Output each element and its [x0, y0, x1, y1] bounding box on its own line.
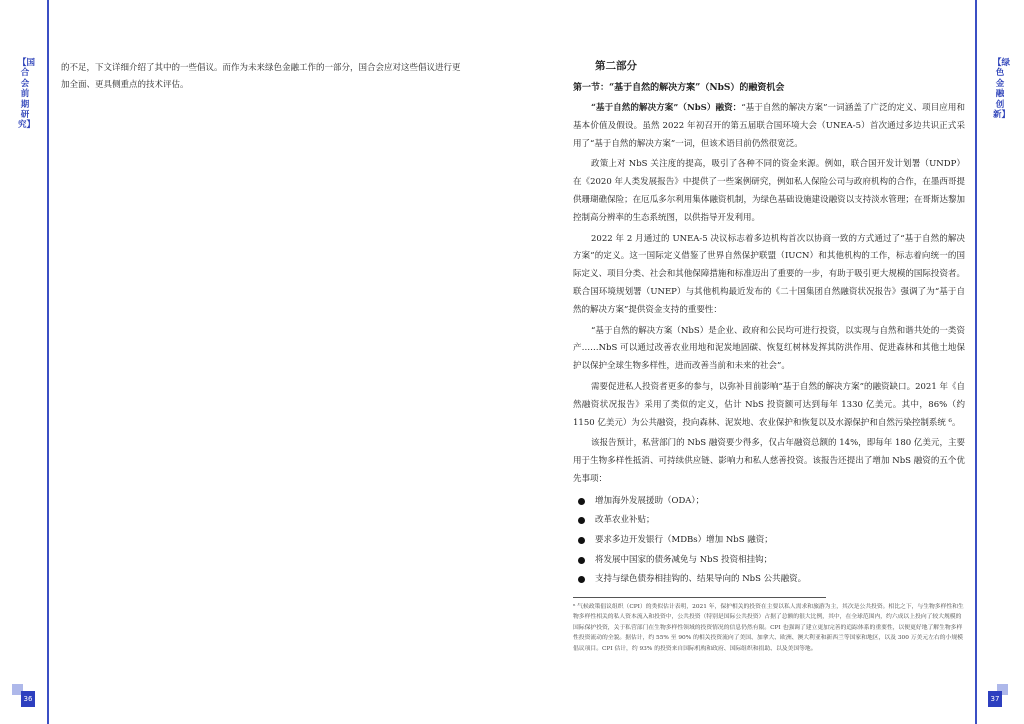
part-title: 第二部分 — [595, 60, 637, 72]
paragraph-quote: “基于自然的解决方案（NbS）是企业、政府和公民均可进行投资，以实现与自然和谐共处的一类资产……NbS 可以通过改善农业用地和泥炭地固碳、恢复红树林发挥其防洪作用、促进森林和其他土地保护以保护全球生物多样性，进而改善当前和未来的社会”。 — [573, 325, 965, 372]
paragraph-1-lead: “基于自然的解决方案”（NbS）融资： — [591, 103, 742, 113]
list-item-text: 要求多边开发银行（MDBs）增加 NbS 融资； — [595, 534, 773, 545]
footnote: ⁶ 气候政策倡议组织（CPI）的类似估计表明，2021 年，保护相关的投资在主要以私人需求和旅游为主，其次是公共投资。相比之下，与生物多样性和生物多样性相关的私人资本流入和投资中，公共投资（特别是国际公共投资）占据了总额的很大比例，其中，在全球范围内，约六成以上投向了较大规模的国际保护投资，关于私营部门在生物多样性领域的投资情况的信息仍然有限。CPI 也强调了建立更加完善的追踪体系的重要性，以便更好地了解生物多样性投资流动的全貌。据估计，约 55% 至 90% 的相关投资流向了美国、加拿大、欧洲、澳大利亚和新西兰等国家和地区，以及 300 万美元左右的小规模倡议项目。CPI 估计，约 93% 的投资来自国际机构和政府、国际组织和捐助、以及美国等地。 — [573, 604, 964, 652]
left-page-number: 36 — [21, 691, 35, 707]
section-title: 第一节：“基于自然的解决方案”（NbS）的融资机会 — [573, 83, 785, 93]
left-side-label: 【国合会前期研究】 — [18, 58, 36, 131]
paragraph-3: 2022 年 2 月通过的 UNEA-5 决议标志着多边机构首次以协商一致的方式通过了“基于自然的解决方案”的定义。这一国际定义借鉴了世界自然保护联盟（IUCN）和其他机构的工作，标志着向统一的国际定义、项目分类、社会和其他保障措施和标准迈出了重要的一步，有助于吸引更大规模的国际投资者。联合国环境规划署（UNEP）与其他机构最近发布的《二十国集团自然融资状况报告》强调了为“基于自然的解决方案”提供资金支持的重要性： — [573, 233, 965, 315]
list-item-text: 增加海外发展援助（ODA）； — [595, 495, 705, 506]
list-item — [573, 570, 965, 590]
left-page-text: 的不足，下文详细介绍了其中的一些倡议。而作为未来绿色金融工作的一部分，国合会应对这些倡议进行更加全面、更具侧重点的技术评估。 — [61, 63, 461, 90]
bullet-icon — [578, 498, 585, 505]
list-item — [573, 492, 965, 512]
list-item-text: 支持与绿色债券相挂钩的、结果导向的 NbS 公共融资。 — [595, 574, 807, 585]
right-page-number: 37 — [988, 691, 1002, 707]
paragraph-6: 该报告预计，私营部门的 NbS 融资要少得多，仅占年融资总额的 14%，即每年 180 亿美元，主要用于生物多样性抵消、可持续供应链、影响力和私人慈善投资。该报告还提出了增加 NbS 融资的五个优先事项： — [573, 438, 965, 484]
paragraph-1 — [573, 100, 965, 153]
list-item-text: 将发展中国家的债务减免与 NbS 投资相挂钩； — [595, 554, 773, 565]
paragraph-2: 政策上对 NbS 关注度的提高，吸引了各种不同的资金来源。例如，联合国开发计划署（UNDP）在《2020 年人类发展报告》中提供了一些案例研究，例如私人保险公司与政府机构的合作，在墨西哥提供珊瑚礁保险；在厄瓜多尔利用集体融资机制，为绿色基础设施建设融资以支持淡水管理；在哥斯达黎加控制高分辨率的生态系统图，以供指导开发利用。 — [573, 159, 965, 223]
priority-list — [573, 492, 965, 590]
bullet-icon — [578, 576, 585, 583]
right-page-body — [573, 58, 965, 590]
left-margin-rule — [47, 0, 49, 724]
list-item — [573, 511, 965, 531]
bullet-icon — [578, 537, 585, 544]
list-item — [573, 551, 965, 571]
paragraph-1-body: “基于自然的解决方案”一词涵盖了广泛的定义、项目应用和基本价值及假设。虽然 2022 年初召开的第五届联合国环境大会（UNEA-5）首次通过多边共识正式采用了“基于自然的解决方案”一词，但该术语目前仍然很宽泛。 — [573, 103, 965, 149]
list-item-text: 改革农业补贴； — [595, 515, 655, 526]
bullet-icon — [578, 517, 585, 524]
list-item — [573, 531, 965, 551]
bullet-icon — [578, 557, 585, 564]
paragraph-5: 需要促进私人投资者更多的参与，以弥补目前影响“基于自然的解决方案”的融资缺口。2021 年《自然融资状况报告》采用了类似的定义，估计 NbS 投资额可达到每年 1330 亿美元。其中，86%（约 1150 亿美元）为公共融资，投向森林、泥炭地、农业保护和恢复以及水源保护和自然污染控制系统 ⁶。 — [573, 381, 965, 428]
right-side-label: 【绿色金融创新】 — [993, 58, 1011, 121]
footnote-divider — [573, 597, 826, 598]
right-margin-rule — [975, 0, 977, 724]
